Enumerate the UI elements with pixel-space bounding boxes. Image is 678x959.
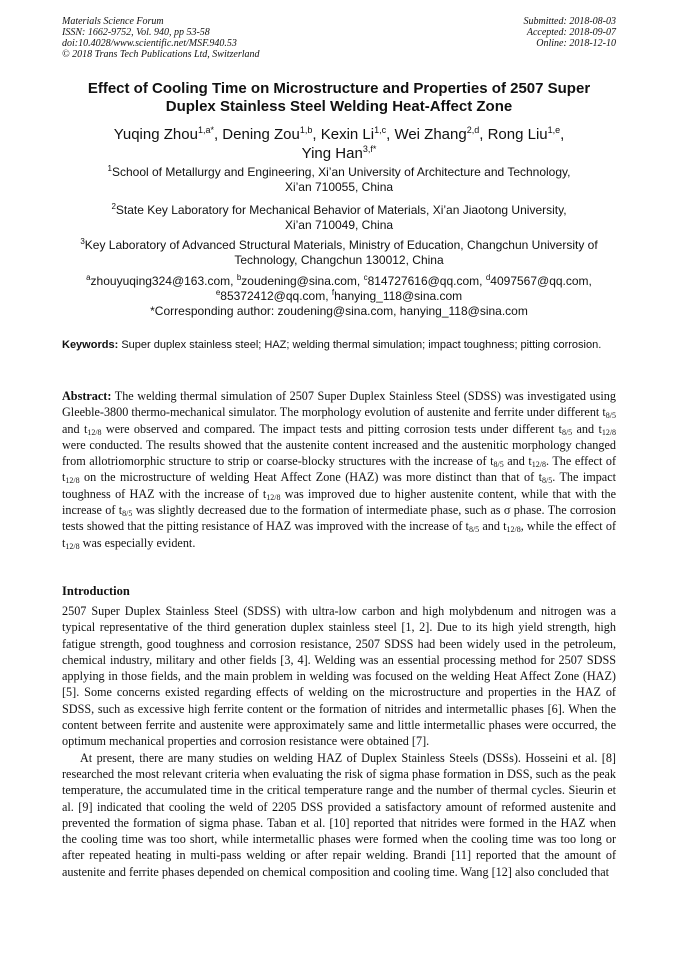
corresponding-author: *Corresponding author: zoudening@sina.com, hanying_118@sina.com <box>150 304 528 318</box>
author-affiliation-mark: 1,c <box>374 125 387 135</box>
keywords-label: Keywords: <box>62 339 119 351</box>
abstract-block: Abstract: The welding thermal simulation of 2507 Super Duplex Stainless Steel (SDSS) was investigated using Gleeble-3800 thermo-mechanical simulator. The morphology evolution of austenite and ferrite under different $t_{8/5}$ and $t_{12/8}$ were observed and compared. The impact tests and pitting corrosion tests under different $t_{8/5}$ and $t_{12/8}$ were conducted. The results showed that the austenite content increased and the austenitic morphology changed from allotriomorphic structure to strip or coarse-blocky structures with the increase of $t_{8/5}$ and $t_{12/8}$. The effect of $t_{12/8}$ on the microstructure of welding Heat Affect Zone (HAZ) was more distinct than that of $t_{8/5}$. The impact toughness of HAZ with the increase of $t_{12/8}$ was improved due to higher austenite content, while that with the increase of $t_{8/5}$ was slightly decreased due to the formation of intermediate phase, such as σ phase. The corrosion tests showed that the pitting resistance of HAZ was improved with the increase of $t_{8/5}$ and $t_{12/8}$, while the effect of $t_{12/8}$ was especially evident. <box>62 389 617 551</box>
affiliation-line: State Key Laboratory for Mechanical Behavior of Materials, Xi’an Jiaotong University, <box>115 203 567 217</box>
paper-title: Effect of Cooling Time on Microstructure and Properties of 2507 Super Duplex Stainless Steel Welding Heat-Affect Zone <box>87 80 591 115</box>
submitted-date: Submitted: 2018-08-03 <box>523 16 616 27</box>
introduction-body <box>62 603 616 880</box>
affiliation-number: 2 <box>111 202 116 211</box>
affiliation-number: 1 <box>107 164 112 173</box>
author-affiliation-mark: 1,b <box>299 125 313 135</box>
journal-name: Materials Science Forum <box>62 16 164 27</box>
affiliation-line: Technology, Changchun 130012, China <box>234 253 444 267</box>
author-name: Yuqing Zhou <box>113 126 198 143</box>
author-emails: $^a$zhouyuqing324@163.com, $^b$zoudening@sina.com, $^c$814727616@qq.com, $^d$4097567@qq.com, $^e$85372412@qq.com, $^f$hanying_118@sina.com *Corresponding author: zoudening@sina.com, hanying_118@sina.com <box>86 273 592 318</box>
introduction-heading: Introduction <box>62 584 130 598</box>
email-b[interactable]: zoudening@sina.com, <box>241 274 361 288</box>
copyright-line: © 2018 Trans Tech Publications Ltd, Switzerland <box>62 49 260 60</box>
author-list: Yuqing Zhou$^{1,a*}$, Dening Zou$^{1,b}$, Kexin Li$^{1,c}$, Wei Zhang$^{2,d}$, Rong Liu$^{1,e}$, Ying Han$^{3,f*}$ <box>113 125 565 162</box>
affiliation-number: 3 <box>80 237 85 246</box>
publication-dates <box>524 16 617 49</box>
affiliation-line: Key Laboratory of Advanced Structural Materials, Ministry of Education, Changchun University of <box>84 238 598 252</box>
doi-line: doi:10.4028/www.scientific.net/MSF.940.53 <box>62 38 237 49</box>
online-date: Online: 2018-12-10 <box>536 38 616 49</box>
affiliation-1 <box>62 165 616 195</box>
abstract-label: Abstract: <box>62 389 112 403</box>
author-affiliation-mark: 1,a* <box>197 125 214 135</box>
author-name: Wei Zhang <box>394 126 467 143</box>
email-a[interactable]: zhouyuqing324@163.com, <box>90 274 234 288</box>
affiliation-line: School of Metallurgy and Engineering, Xi’an University of Architecture and Technology, <box>111 165 571 179</box>
keywords-block <box>62 338 616 352</box>
affiliation-3 <box>62 238 616 268</box>
email-d[interactable]: 4097567@qq.com, <box>490 274 592 288</box>
email-c[interactable]: 814727616@qq.com, <box>367 274 483 288</box>
intro-paragraph-2: At present, there are many studies on welding HAZ of Duplex Stainless Steels (DSSs). Hosseini et al. [8] researched the most relevant criteria when evaluating the risk of sigma phase formation in DSS, such as the peak temperature, the accumulated time in the critical temperature range and the number of thermal cycles. Sieurin et al. [9] indicated that cooling the weld of 2205 DSS provided a satisfactory amount of reformed austenite and prevented the formation of sigma phase. Taban et al. [10] reported that nitrides were formed in the HAZ when the cooling time was too short, while intermetallic phases were formed when the cooling time was too long or after repeated heating in multi-pass welding or after repair welding. Brandi [11] reported that the amount of austenite and ferrite phases depended on chemical composition and cooling time. Wang [12] also concluded that <box>62 750 616 879</box>
author-affiliation-mark: 3,f* <box>362 144 377 154</box>
affiliation-line: Xi’an 710055, China <box>284 180 394 194</box>
author-name: Kexin Li <box>320 126 375 143</box>
accepted-date: Accepted: 2018-09-07 <box>526 27 616 38</box>
affiliation-2 <box>62 203 616 233</box>
email-f[interactable]: hanying_118@sina.com <box>334 289 463 303</box>
affiliation-line: Xi’an 710049, China <box>284 218 394 232</box>
author-name: Ying Han <box>301 145 363 162</box>
author-affiliation-mark: 2,d <box>466 125 480 135</box>
email-e[interactable]: 85372412@qq.com, <box>220 289 329 303</box>
journal-info <box>62 16 260 60</box>
author-affiliation-mark: 1,e <box>547 125 561 135</box>
keywords-text: Super duplex stainless steel; HAZ; welding thermal simulation; impact toughness; pitting corrosion. <box>121 339 602 351</box>
intro-paragraph-1: 2507 Super Duplex Stainless Steel (SDSS) with ultra-low carbon and high molybdenum and nitrogen was a typical representative of the third generation duplex stainless steel [1, 2]. Due to its high yield strength, high fatigue strength, good toughness and corrosion resistance, 2507 SDSS had been widely used in the petroleum, chemical industry, military and other fields [3, 4]. Welding was an essential processing method for 2507 SDSS applying in those fields, and the main problem in welding was focused on the welding Heat Affect Zone (HAZ) [5]. Some concerns existed regarding effects of welding on the microstructure and properties in the HAZ of SDSS, such as excessive high ferrite content or the formation of nitrides and intermetallic phases [6]. When the content between ferrite and austenite were approximately same and little intermetallic phases were occurred, the optimum mechanical properties and corrosion resistance were obtained [7]. <box>62 604 616 749</box>
issn-line: ISSN: 1662-9752, Vol. 940, pp 53-58 <box>62 27 210 38</box>
author-name: Dening Zou <box>222 126 300 143</box>
author-name: Rong Liu <box>487 126 548 143</box>
